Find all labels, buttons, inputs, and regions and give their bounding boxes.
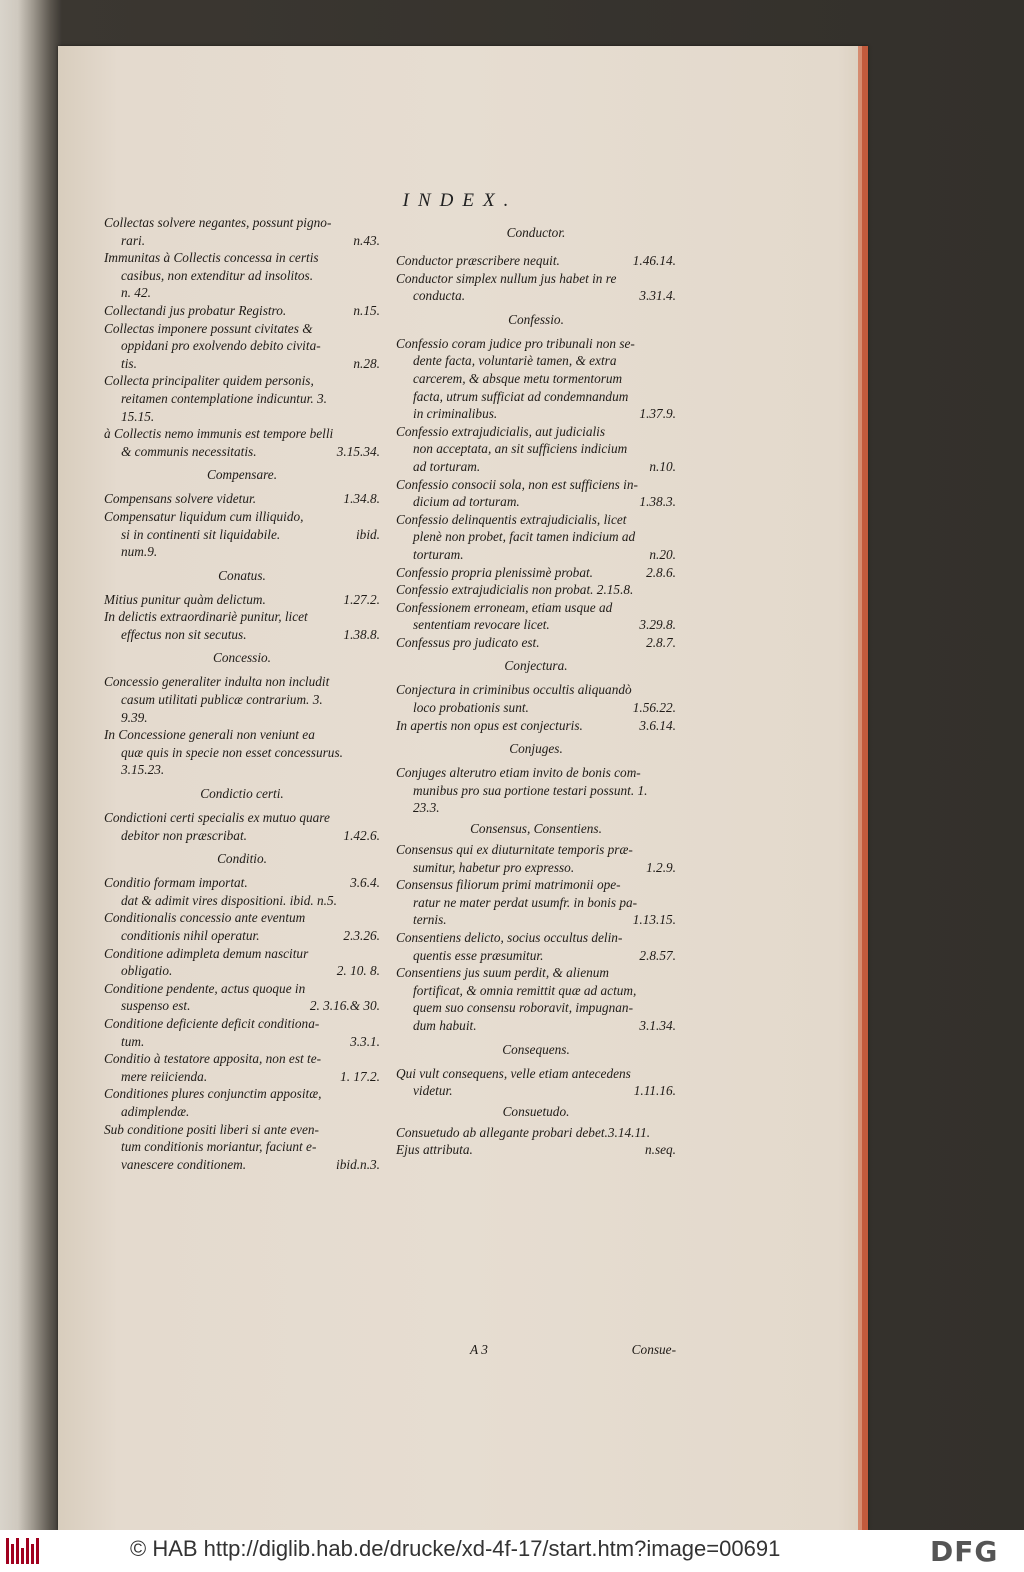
- index-entry: [396, 717, 676, 735]
- index-entry-continuation: [104, 267, 380, 285]
- entry-text: Compensatur liquidum cum illiquido,: [104, 508, 304, 524]
- index-entry-continuation: [104, 626, 380, 644]
- entry-text: Consentiens jus suum perdit, & alienum: [396, 965, 609, 981]
- entry-reference: 2.3.26.: [343, 928, 380, 943]
- entry-text: Conjectura in criminibus occultis aliquandò: [396, 682, 632, 698]
- entry-text: Confessus pro judicato est.: [396, 634, 540, 650]
- entry-text: Concessio generaliter indulta non includit: [104, 674, 330, 690]
- index-entry: [396, 929, 676, 947]
- entry-text: loco probationis sunt.: [413, 700, 529, 716]
- entry-text: ratur ne mater perdat usumfr. in bonis pa-: [413, 894, 638, 910]
- entry-text: tum conditionis moriantur, faciunt e-: [121, 1139, 317, 1155]
- index-entry: [104, 726, 380, 744]
- hab-banner: [0, 1530, 1024, 1572]
- entry-reference: 1.37.9.: [639, 406, 676, 422]
- entry-reference: 1.27.2.: [343, 591, 380, 607]
- index-entry: [104, 249, 380, 267]
- entry-text: & communis necessitatis.: [121, 443, 257, 459]
- entry-reference: 3.6.4.: [350, 875, 380, 891]
- entry-text: quæ quis in specie non esset concessurus.: [121, 744, 343, 760]
- entry-text: sententiam revocare licet.: [413, 617, 550, 633]
- entry-reference: 1.46.14.: [632, 253, 676, 268]
- index-entry: [396, 581, 676, 599]
- entry-reference: 2.8.7.: [646, 634, 676, 650]
- index-entry-continuation: [104, 543, 380, 561]
- entry-text: num.9.: [121, 544, 158, 560]
- entry-text: fortificat, & omnia remittit quæ ad actum,: [413, 982, 637, 998]
- entry-reference: 3.1.34.: [639, 1017, 676, 1033]
- index-entry: [396, 764, 676, 782]
- index-entry-continuation: [396, 859, 676, 877]
- index-entry: [104, 1121, 380, 1139]
- entry-text: in criminalibus.: [413, 406, 498, 422]
- entry-reference: 1.34.8.: [343, 491, 380, 507]
- entry-text: vanescere conditionem.: [121, 1156, 247, 1172]
- entry-text: conditionis nihil operatur.: [121, 928, 260, 943]
- index-entry: [104, 1085, 380, 1103]
- entry-reference: 3.31.4.: [639, 288, 676, 304]
- index-entry-continuation: [396, 370, 676, 388]
- index-heading: Conductor.: [506, 225, 566, 240]
- entry-reference: 1.11.16.: [633, 1083, 676, 1099]
- entry-reference: 2. 10. 8.: [336, 963, 380, 979]
- index-entry: [104, 909, 380, 927]
- entry-text: dente facta, voluntariè tamen, & extra: [413, 353, 617, 369]
- index-entry-continuation: [104, 1156, 380, 1174]
- index-entry: [104, 673, 380, 691]
- index-entry-continuation: [104, 744, 380, 762]
- index-heading: Confessio.: [508, 311, 564, 327]
- index-entry-continuation: [104, 927, 380, 945]
- index-entry: [396, 841, 676, 859]
- index-entry: [104, 608, 380, 626]
- index-entry: [104, 320, 380, 338]
- index-entry: [104, 425, 380, 443]
- entry-text: oppidani pro exolvendo debito civita-: [121, 338, 321, 354]
- index-entry: [396, 599, 676, 617]
- entry-text: ternis.: [413, 912, 447, 928]
- index-entry-continuation: [104, 390, 380, 408]
- index-entry: [104, 214, 380, 232]
- index-entry-continuation: [396, 799, 676, 817]
- entry-text: obligatio.: [121, 963, 173, 979]
- running-head: INDEX.: [402, 190, 518, 211]
- index-entry-continuation: [104, 408, 380, 426]
- index-entry-continuation: [396, 405, 676, 423]
- index-entry: [396, 634, 676, 652]
- catchword: Consue-: [631, 1342, 676, 1357]
- entry-text: Conditio à testatore apposita, non est te-: [104, 1051, 322, 1067]
- index-entry: [104, 809, 380, 827]
- entry-text: casibus, non extenditur ad insolitos.: [121, 267, 314, 283]
- entry-text: conducta.: [413, 288, 466, 304]
- index-entry: [396, 564, 676, 582]
- index-heading: Conjectura.: [504, 658, 568, 674]
- entry-reference: 3.6.14.: [639, 717, 676, 733]
- index-entry: [396, 335, 676, 353]
- index-entry-continuation: [104, 691, 380, 709]
- entry-text: Consensus filiorum primi matrimonii ope-: [396, 877, 621, 893]
- entry-text: casum utilitati publicæ contrarium. 3.: [121, 692, 323, 708]
- index-heading: Consequens.: [502, 1041, 570, 1057]
- index-entry-continuation: [396, 352, 676, 370]
- entry-text: torturam.: [413, 546, 464, 562]
- page-red-edge: [862, 46, 868, 1530]
- entry-text: Immunitas à Collectis concessa in certis: [104, 250, 319, 266]
- entry-reference: 1.13.15.: [632, 912, 676, 928]
- index-entry: [104, 1015, 380, 1033]
- entry-reference: ibid.n.3.: [336, 1156, 380, 1172]
- index-heading: Consensus, Consentiens.: [470, 821, 602, 837]
- index-entry: [396, 476, 676, 494]
- entry-text: facta, utrum sufficiat ad condemnandum: [413, 388, 629, 404]
- index-entry-continuation: [104, 962, 380, 980]
- entry-text: Conditione pendente, actus quoque in: [104, 980, 306, 996]
- entry-text: à Collectis nemo immunis est tempore belli: [104, 426, 334, 442]
- index-entry-continuation: [396, 982, 676, 1000]
- index-entry-continuation: [396, 287, 676, 305]
- index-entry-continuation: [396, 1017, 676, 1035]
- index-heading: Conjuges.: [509, 741, 563, 757]
- index-entry-continuation: [396, 999, 676, 1017]
- entry-reference: n.15.: [353, 302, 380, 318]
- entry-text: Conditione deficiente deficit conditiona-: [104, 1015, 320, 1031]
- entry-text: tis.: [121, 355, 137, 371]
- signature-mark: A 3: [470, 1342, 488, 1357]
- entry-reference: 1.38.3.: [639, 494, 676, 510]
- entry-reference: 1.56.22.: [632, 700, 676, 716]
- index-entry: [104, 372, 380, 390]
- entry-text: dicium ad torturam.: [413, 494, 520, 510]
- index-heading: Conatus.: [218, 567, 266, 583]
- index-entry-continuation: [104, 526, 380, 544]
- index-entry: [396, 681, 676, 699]
- entry-text: quem suo consensu roboravit, impugnan-: [413, 1000, 633, 1016]
- entry-text: Condictioni certi specialis ex mutuo quare: [104, 810, 330, 826]
- index-entry-continuation: [104, 892, 380, 910]
- entry-text: Collectas solvere negantes, possunt pigno-: [104, 215, 332, 230]
- entry-text: plenè non probet, facit tamen indicium ad: [413, 529, 636, 545]
- entry-text: munibus pro sua portione testari possunt. 1.: [413, 782, 648, 798]
- entry-reference: n.10.: [649, 458, 676, 474]
- entry-text: carcerem, & absque metu tormentorum: [413, 370, 623, 386]
- index-entry-continuation: [104, 284, 380, 302]
- entry-reference: 3.3.1.: [350, 1033, 380, 1049]
- index-entry: [396, 1065, 676, 1083]
- index-entry-continuation: [104, 1033, 380, 1051]
- facing-page-edge: [0, 0, 62, 1530]
- copyright-url[interactable]: © HAB http://diglib.hab.de/drucke/xd-4f-17/start.htm?image=00691: [130, 1536, 781, 1561]
- index-entry-continuation: [396, 493, 676, 511]
- index-entry: [396, 964, 676, 982]
- index-entry-continuation: [104, 709, 380, 727]
- entry-text: non acceptata, an sit sufficiens indicium: [413, 441, 628, 457]
- entry-text: Ejus attributa.: [396, 1142, 473, 1158]
- entry-reference: ibid.: [355, 526, 380, 542]
- entry-text: effectus non sit secutus.: [121, 626, 247, 642]
- entry-text: In apertis non opus est conjecturis.: [396, 717, 583, 733]
- entry-text: debitor non præscribat.: [121, 827, 247, 843]
- index-entry-continuation: [396, 911, 676, 929]
- entry-text: Collectas imponere possunt civitates &: [104, 320, 313, 336]
- index-entry-continuation: [104, 443, 380, 461]
- entry-text: Confessio propria plenissimè probat.: [396, 564, 593, 580]
- entry-reference: 1.2.9.: [646, 859, 676, 875]
- entry-text: Confessio consocii sola, non est sufficiens in-: [396, 476, 638, 492]
- entry-reference: 3.15.34.: [336, 443, 380, 459]
- entry-text: Consuetudo ab allegante probari debet.3.14.11.: [396, 1124, 651, 1140]
- entry-text: 9.39.: [121, 709, 148, 725]
- entry-reference: 1. 17.2.: [340, 1068, 380, 1084]
- entry-text: rari.: [121, 232, 146, 248]
- entry-text: Confessio coram judice pro tribunali non se-: [396, 335, 635, 351]
- entry-text: ad torturam.: [413, 458, 481, 474]
- index-entry: [396, 1124, 676, 1142]
- entry-text: Collectandi jus probatur Registro.: [104, 302, 287, 318]
- index-entry: [104, 980, 380, 998]
- entry-reference: 2.8.57.: [639, 947, 676, 963]
- index-entry-continuation: [396, 894, 676, 912]
- index-entry-continuation: [104, 1068, 380, 1086]
- index-entry: [396, 511, 676, 529]
- entry-text: Collecta principaliter quidem personis,: [104, 373, 314, 389]
- index-entry: [104, 945, 380, 963]
- entry-text: Conjuges alterutro etiam invito de bonis com-: [396, 765, 641, 781]
- entry-reference: 2. 3.16.& 30.: [309, 998, 380, 1014]
- entry-text: Confessionem erroneam, etiam usque ad: [396, 599, 613, 615]
- index-entry-continuation: [396, 546, 676, 564]
- index-entry-continuation: [396, 1082, 676, 1100]
- entry-text: videtur.: [413, 1083, 453, 1099]
- index-entry: [104, 508, 380, 526]
- entry-text: dat & adimit vires dispositioni. ibid. n.5.: [121, 892, 337, 908]
- index-entry-continuation: [396, 616, 676, 634]
- index-entry-continuation: [104, 761, 380, 779]
- index-heading: Concessio.: [213, 650, 271, 666]
- entry-text: Confessio extrajudicialis, aut judicialis: [396, 423, 606, 439]
- entry-text: si in continenti sit liquidabile.: [121, 526, 281, 542]
- index-heading: Conditio.: [217, 851, 267, 867]
- index-entry: [396, 252, 676, 270]
- entry-reference: 1.38.8.: [343, 626, 380, 642]
- index-entry: [104, 302, 380, 320]
- index-heading: Consuetudo.: [502, 1103, 570, 1119]
- index-entry-continuation: [104, 827, 380, 845]
- index-entry-continuation: [396, 388, 676, 406]
- entry-text: Qui vult consequens, velle etiam antecedens: [396, 1065, 631, 1081]
- entry-text: Consensus qui ex diuturnitate temporis præ-: [396, 842, 633, 858]
- entry-text: Compensans solvere videtur.: [104, 491, 257, 507]
- entry-text: Confessio delinquentis extrajudicialis, licet: [396, 511, 627, 527]
- index-entry: [396, 270, 676, 288]
- index-entry-continuation: [104, 355, 380, 373]
- index-entry: [104, 591, 380, 609]
- index-entry: [104, 874, 380, 892]
- entry-text: In Concessione generali non veniunt ea: [104, 727, 315, 743]
- index-entry: [396, 423, 676, 441]
- entry-text: Conditio formam importat.: [104, 875, 248, 891]
- entry-reference: n.20.: [649, 546, 676, 562]
- entry-text: quentis esse præsumitur.: [413, 947, 544, 963]
- entry-text: 23.3.: [413, 800, 440, 816]
- index-entry: [104, 490, 380, 508]
- hab-logo-icon: [6, 1538, 40, 1564]
- entry-text: mere reiicienda.: [121, 1068, 208, 1084]
- index-entry: [396, 876, 676, 894]
- entry-text: Mitius punitur quàm delictum.: [104, 591, 266, 607]
- index-entry-continuation: [104, 337, 380, 355]
- index-entry-continuation: [396, 947, 676, 965]
- entry-text: adimplendæ.: [121, 1103, 190, 1119]
- index-entry-continuation: [104, 997, 380, 1015]
- index-entry-continuation: [104, 1138, 380, 1156]
- entry-text: Confessio extrajudicialis non probat. 2.15.8.: [396, 582, 634, 598]
- entry-text: Conditionalis concessio ante eventum: [104, 910, 306, 926]
- index-column-left: [104, 214, 380, 1173]
- index-entry-continuation: [104, 232, 380, 250]
- index-entry: [396, 1141, 676, 1159]
- index-entry-continuation: [104, 1103, 380, 1121]
- entry-reference: n.28.: [353, 355, 380, 371]
- entry-text: n. 42.: [121, 285, 151, 301]
- entry-text: 15.15.: [121, 408, 155, 424]
- index-entry-continuation: [396, 699, 676, 717]
- index-entry-continuation: [396, 440, 676, 458]
- entry-text: Conditiones plures conjunctim appositæ,: [104, 1086, 322, 1102]
- entry-text: Consentiens delicto, socius occultus delin-: [396, 930, 623, 945]
- index-entry-continuation: [396, 458, 676, 476]
- index-entry: [104, 1050, 380, 1068]
- entry-reference: 3.29.8.: [639, 617, 676, 633]
- index-column-right: [396, 214, 676, 1159]
- entry-text: dum habuit.: [413, 1017, 477, 1033]
- entry-text: Conditione adimpleta demum nascitur: [104, 945, 309, 961]
- index-heading: Compensare.: [206, 467, 278, 483]
- entry-text: In delictis extraordinariè punitur, licet: [104, 609, 308, 625]
- entry-reference: 1.42.6.: [343, 827, 380, 843]
- index-heading: Condictio certi.: [200, 786, 284, 802]
- entry-text: reitamen contemplatione indicuntur. 3.: [121, 390, 327, 406]
- entry-reference: n.seq.: [644, 1142, 676, 1158]
- entry-text: 3.15.23.: [121, 762, 165, 778]
- entry-text: sumitur, habetur pro expresso.: [413, 859, 575, 875]
- entry-text: Conductor præscribere nequit.: [396, 253, 560, 268]
- entry-text: Sub conditione positi liberi si ante even-: [104, 1121, 319, 1137]
- entry-text: Conductor simplex nullum jus habet in re: [396, 270, 617, 286]
- index-entry-continuation: [396, 528, 676, 546]
- entry-reference: 2.8.6.: [646, 564, 676, 580]
- index-entry-continuation: [396, 782, 676, 800]
- dfg-logo: DFG: [930, 1535, 999, 1568]
- entry-text: suspenso est.: [121, 998, 191, 1014]
- entry-reference: n.43.: [353, 232, 380, 248]
- entry-text: tum.: [121, 1033, 145, 1049]
